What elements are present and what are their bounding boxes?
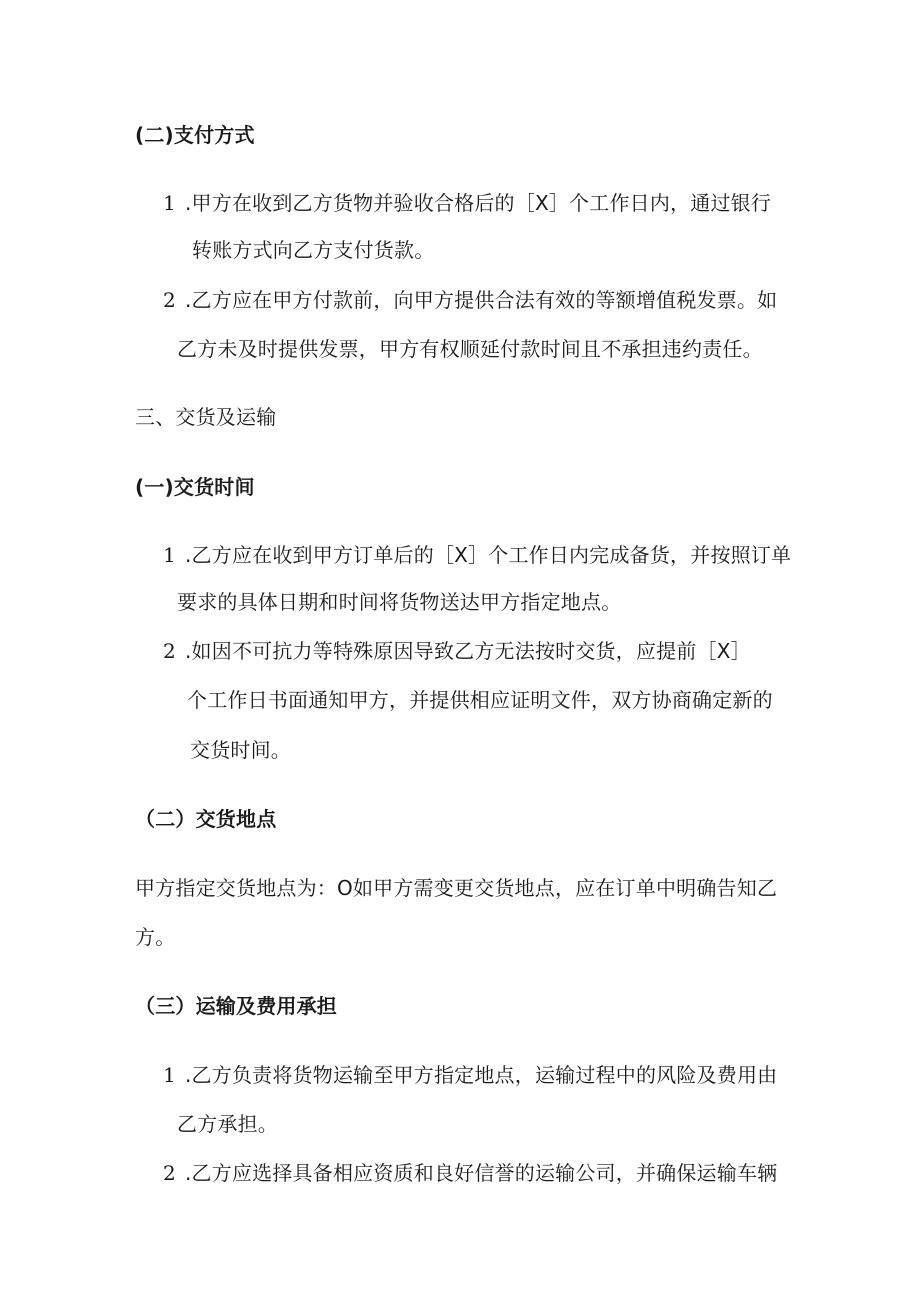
payment-item-2-number: 2 [163, 288, 176, 312]
delivery-time-item-1-line-1: .乙方应在收到甲方订单后的［X］个工作日内完成备货，并按照订单 [185, 543, 792, 567]
transport-item-2-number: 2 [163, 1161, 176, 1185]
delivery-time-item-2-line-3: 交货时间。 [190, 738, 291, 762]
transport-item-2-line-1: .乙方应选择具备相应资质和良好信誉的运输公司，并确保运输车辆 [185, 1161, 778, 1185]
heading-payment-method: (二)支付方式 [135, 123, 255, 147]
delivery-time-item-1-number: 1 [163, 543, 176, 567]
payment-item-1-line-1: .甲方在收到乙方货物并验收合格后的［X］个工作日内，通过银行 [185, 191, 772, 215]
transport-item-1-line-1: .乙方负责将货物运输至甲方指定地点，运输过程中的风险及费用由 [185, 1063, 778, 1087]
heading-delivery-time: (一)交货时间 [135, 475, 255, 499]
section-three-title: 三、交货及运输 [135, 405, 277, 429]
delivery-time-item-2-number: 2 [163, 639, 176, 663]
delivery-time-item-1-line-2: 要求的具体日期和时间将货物送达甲方指定地点。 [177, 590, 622, 614]
transport-item-1-line-2: 乙方承担。 [177, 1112, 278, 1136]
payment-item-1-line-2: 转账方式向乙方支付货款。 [192, 238, 435, 262]
heading-transport-costs: （三）运输及费用承担 [135, 994, 337, 1018]
payment-item-2-line-1: .乙方应在甲方付款前，向甲方提供合法有效的等额增值税发票。如 [185, 288, 778, 312]
heading-delivery-place: （二）交货地点 [135, 807, 277, 831]
delivery-time-item-2-line-1: .如因不可抗力等特殊原因导致乙方无法按时交货，应提前［X］ [185, 639, 751, 663]
payment-item-2-line-2: 乙方未及时提供发票，甲方有权顺延付款时间且不承担违约责任。 [177, 337, 763, 361]
delivery-time-item-2-line-2: 个工作日书面通知甲方，并提供相应证明文件，双方协商确定新的 [187, 688, 773, 712]
payment-item-1-number: 1 [163, 191, 176, 215]
delivery-place-line-2: 方。 [135, 925, 176, 949]
delivery-place-line-1: 甲方指定交货地点为：O如甲方需变更交货地点，应在订单中明确告知乙 [135, 876, 778, 900]
transport-item-1-number: 1 [163, 1063, 176, 1087]
